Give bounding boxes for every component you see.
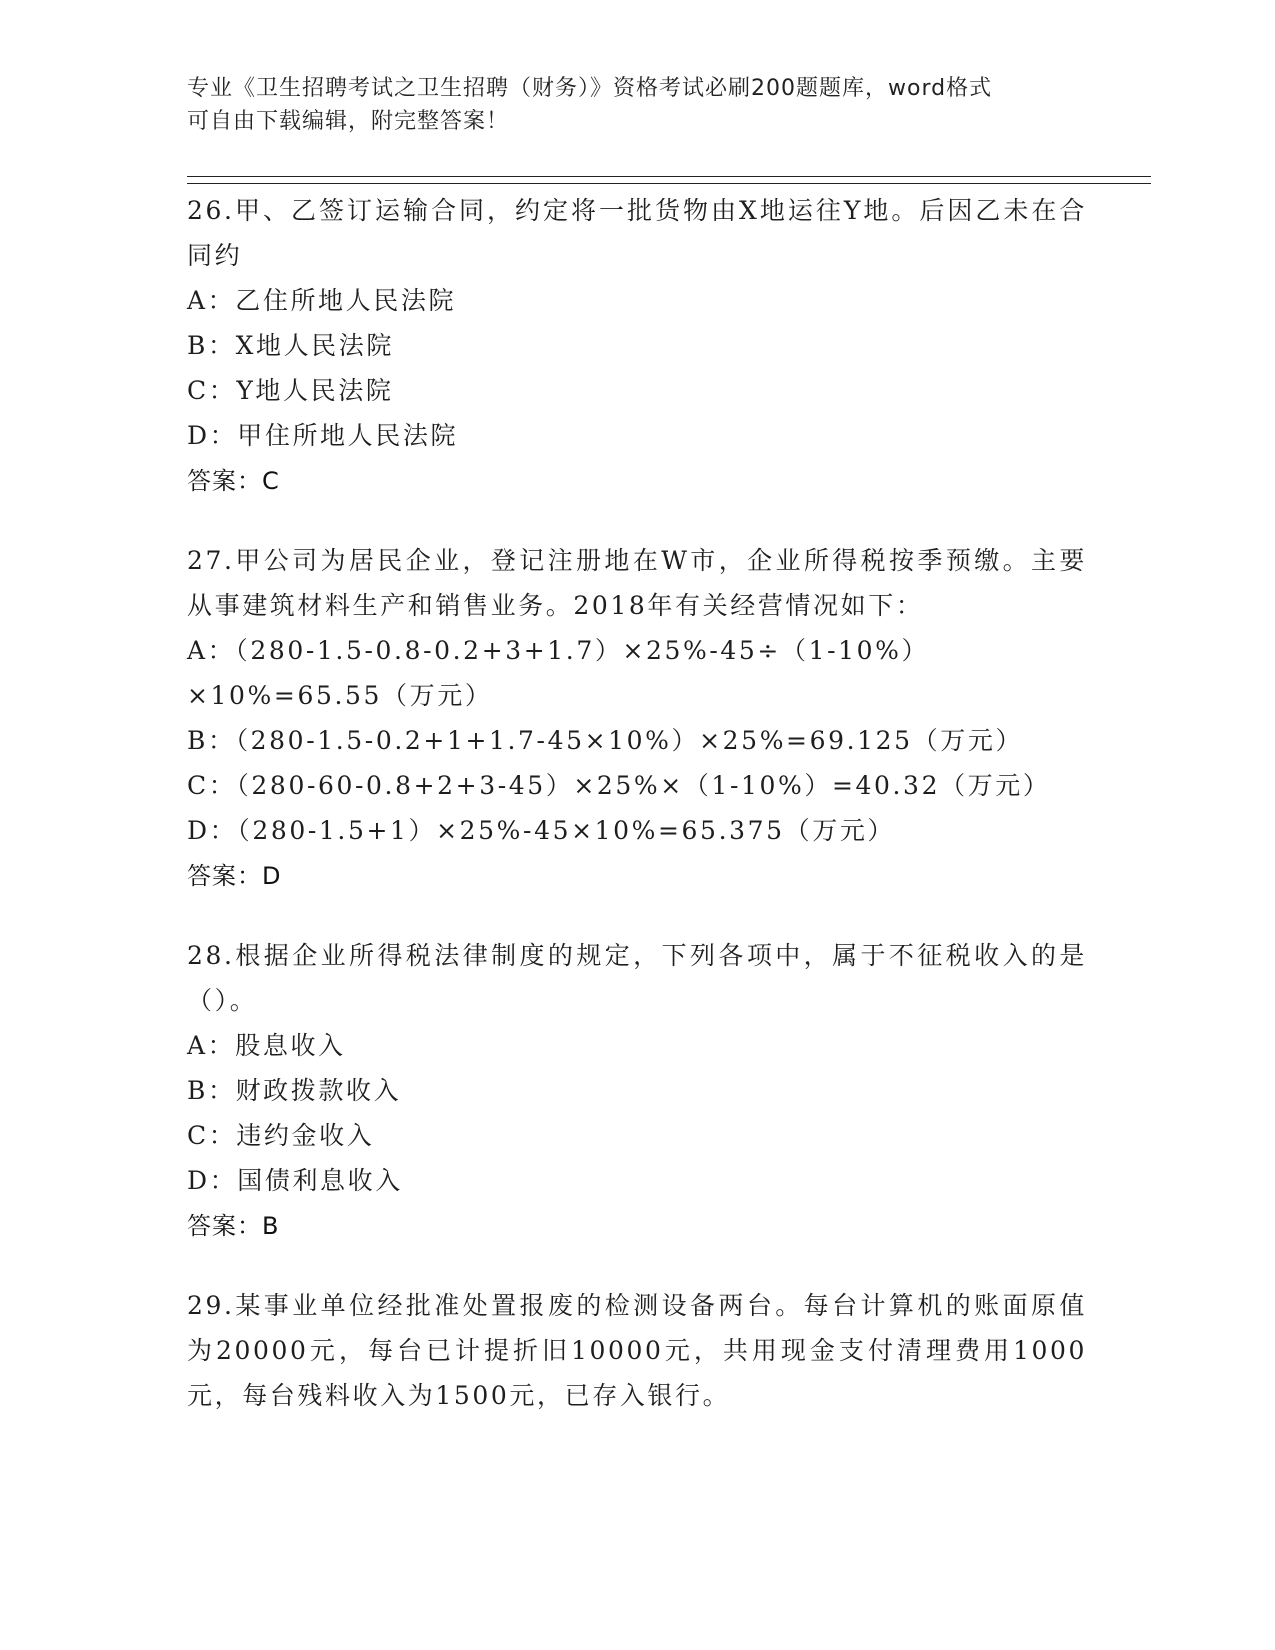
option-b: B：（280-1.5-0.2+1+1.7-45×10%）×25%=69.125（万元） — [187, 726, 1024, 755]
option-b: B：X地人民法院 — [187, 331, 394, 360]
question-stem: 27.甲公司为居民企业，登记注册地在W市，企业所得税按季预缴。主要从事建筑材料生产和销售业务。2018年有关经营情况如下： — [187, 546, 1087, 620]
answer-line: 答案：B — [187, 1212, 280, 1240]
option-b: B：财政拨款收入 — [187, 1076, 402, 1105]
question-stem: 28.根据企业所得税法律制度的规定，下列各项中，属于不征税收入的是（）。 — [187, 941, 1087, 1015]
question-list — [187, 188, 1087, 1452]
header-line-1: 专业《卫生招聘考试之卫生招聘（财务）》资格考试必刷200题题库，word格式 — [187, 76, 993, 101]
option-c: C：违约金收入 — [187, 1121, 375, 1150]
header-line-2: 可自由下载编辑，附完整答案！ — [187, 109, 510, 134]
option-d: D：国债利息收入 — [187, 1166, 403, 1195]
option-c: C：（280-60-0.8+2+3-45）×25%×（1-10%）=40.32（万元） — [187, 771, 1051, 800]
option-a: A：（280-1.5-0.8-0.2+3+1.7）×25%-45÷（1-10%）×10%=65.55（万元） — [187, 636, 930, 710]
question-stem: 26.甲、乙签订运输合同，约定将一批货物由X地运往Y地。后因乙未在合同约 — [187, 196, 1087, 270]
question-28 — [187, 933, 1087, 1249]
option-c: C：Y地人民法院 — [187, 376, 394, 405]
option-d: D：（280-1.5+1）×25%-45×10%=65.375（万元） — [187, 816, 896, 845]
option-d: D：甲住所地人民法院 — [187, 421, 459, 450]
header-rule-bottom — [187, 183, 1151, 184]
option-a: A：股息收入 — [187, 1031, 346, 1060]
question-stem: 29.某事业单位经批准处置报废的检测设备两台。每台计算机的账面原值为20000元，每台已计提折旧10000元，共用现金支付清理费用1000元，每台残料收入为1500元，已存入银行。 — [187, 1291, 1087, 1410]
answer-line: 答案：D — [187, 862, 282, 890]
answer-line: 答案：C — [187, 467, 280, 495]
question-26 — [187, 188, 1087, 504]
question-29 — [187, 1283, 1087, 1418]
question-27 — [187, 538, 1087, 899]
document-header — [187, 72, 1067, 138]
option-a: A：乙住所地人民法院 — [187, 286, 457, 315]
header-rule-top — [187, 176, 1151, 177]
